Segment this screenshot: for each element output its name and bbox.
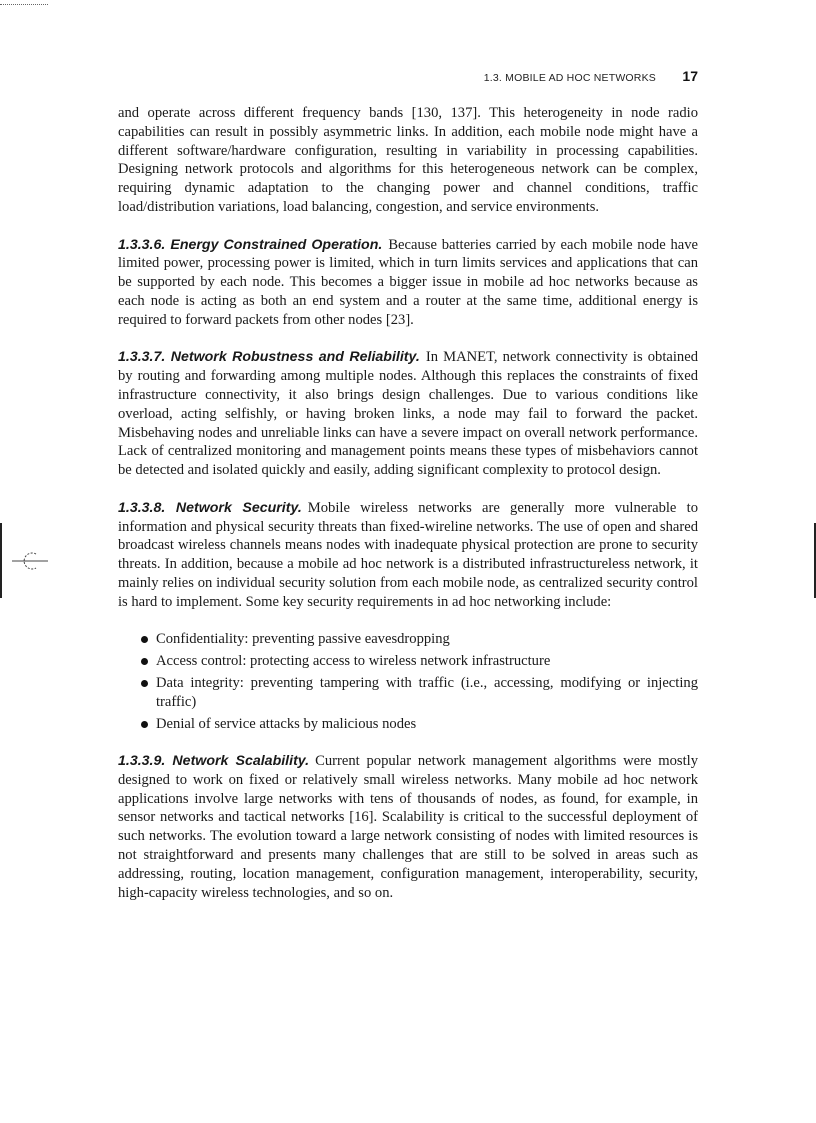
list-item (118, 630, 698, 649)
list-item (118, 674, 698, 712)
page-body (118, 104, 698, 902)
section-network-scalability (118, 752, 698, 902)
section-body: Current popular network management algorithms were mostly designed to work on fixed or relatively small wireless networks. Many mobile ad hoc network applications involve large networks with tens of thousands of nodes, as found, for example, in sensor networks and tactical networks [16]. Scalability is critical to the successful deployment of such networks. The evolution toward a large network consisting of nodes with limited resources is not straightforward and presents many challenges that are still to be solved in areas such as addressing, routing, location management, configuration management, interoperability, security, high-capacity wireless technologies, and so on. (118, 753, 698, 901)
list-item-text: Denial of service attacks by malicious nodes (156, 715, 417, 732)
section-title: 1.3.3.9. Network Scalability. (118, 753, 310, 770)
list-item (118, 652, 698, 671)
list-item (118, 715, 698, 734)
section-paragraph (118, 499, 698, 612)
registration-mark-icon (12, 550, 48, 572)
section-title: 1.3.3.6. Energy Constrained Operation. (118, 236, 383, 253)
section-title: 1.3.3.8. Network Security. (118, 499, 302, 516)
intro-paragraph: and operate across different frequency bands [130, 137]. This heterogeneity in node radio capabilities can result in possibly asymmetric links. In addition, each mobile node might have a different software/hardware configuration, resulting in variability in processing capabilities. Designing network protocols and algorithms for this heterogeneous network can be complex, requiring dynamic adaptation to the changing power and channel conditions, traffic load/distribution variations, load balancing, congestion, and service environments. (118, 105, 698, 215)
section-paragraph (118, 752, 698, 902)
section-body: Because batteries carried by each mobile node have limited power, processing power is limited, which in turn limits services and applications that can be supported by each node. This becomes a bigger issue in mobile ad hoc networks because as each node is acting as both an end system and a router at the same time, additional energy is required to forward packets from other nodes [23]. (118, 236, 698, 328)
margin-rule-left (0, 523, 2, 598)
section-energy-constrained-operation (118, 236, 698, 330)
section-paragraph (118, 236, 698, 330)
section-title: 1.3.3.7. Network Robustness and Reliability. (118, 349, 420, 366)
page-number: 17 (682, 68, 698, 84)
section-body: Mobile wireless networks are generally more vulnerable to information and physical security threats than fixed-wireline networks. The use of open and shared broadcast wireless channels means nodes with inadequate physical protection are prone to security threats. In addition, because a mobile ad hoc network is a distributed infrastructureless network, it mainly relies on individual security solution from each mobile node, as centralized security control is hard to implement. Some key security requirements in ad hoc networking include: (118, 499, 698, 610)
list-item-text: Confidentiality: preventing passive eavesdropping (156, 631, 450, 648)
section-paragraph (118, 348, 698, 480)
list-item-text: Data integrity: preventing tampering with traffic (i.e., accessing, modifying or injecting traffic) (156, 674, 698, 710)
bullet-icon (141, 636, 148, 643)
page-header (118, 68, 698, 88)
crop-mark-top (0, 0, 48, 5)
bullet-icon (141, 680, 148, 687)
bullet-icon (141, 658, 148, 665)
running-head: 1.3. MOBILE AD HOC NETWORKS (483, 72, 656, 84)
security-requirements-list (118, 630, 698, 733)
section-network-robustness (118, 348, 698, 480)
bullet-icon (141, 721, 148, 728)
section-network-security (118, 499, 698, 734)
section-body: In MANET, network connectivity is obtained by routing and forwarding among multiple nodes. Although this replaces the constraints of fixed infrastructure connectivity, it also brings design challenges. Due to various conditions like overload, acting selfishly, or having broken links, a node may fail to forward the packet. Misbehaving nodes and unreliable links can have a severe impact on overall network performance. Lack of centralized monitoring and management points means these types of misbehaviors cannot be detected and isolated quickly and easily, adding significant complexity to protocol design. (118, 349, 698, 479)
list-item-text: Access control: protecting access to wireless network infrastructure (156, 653, 551, 670)
